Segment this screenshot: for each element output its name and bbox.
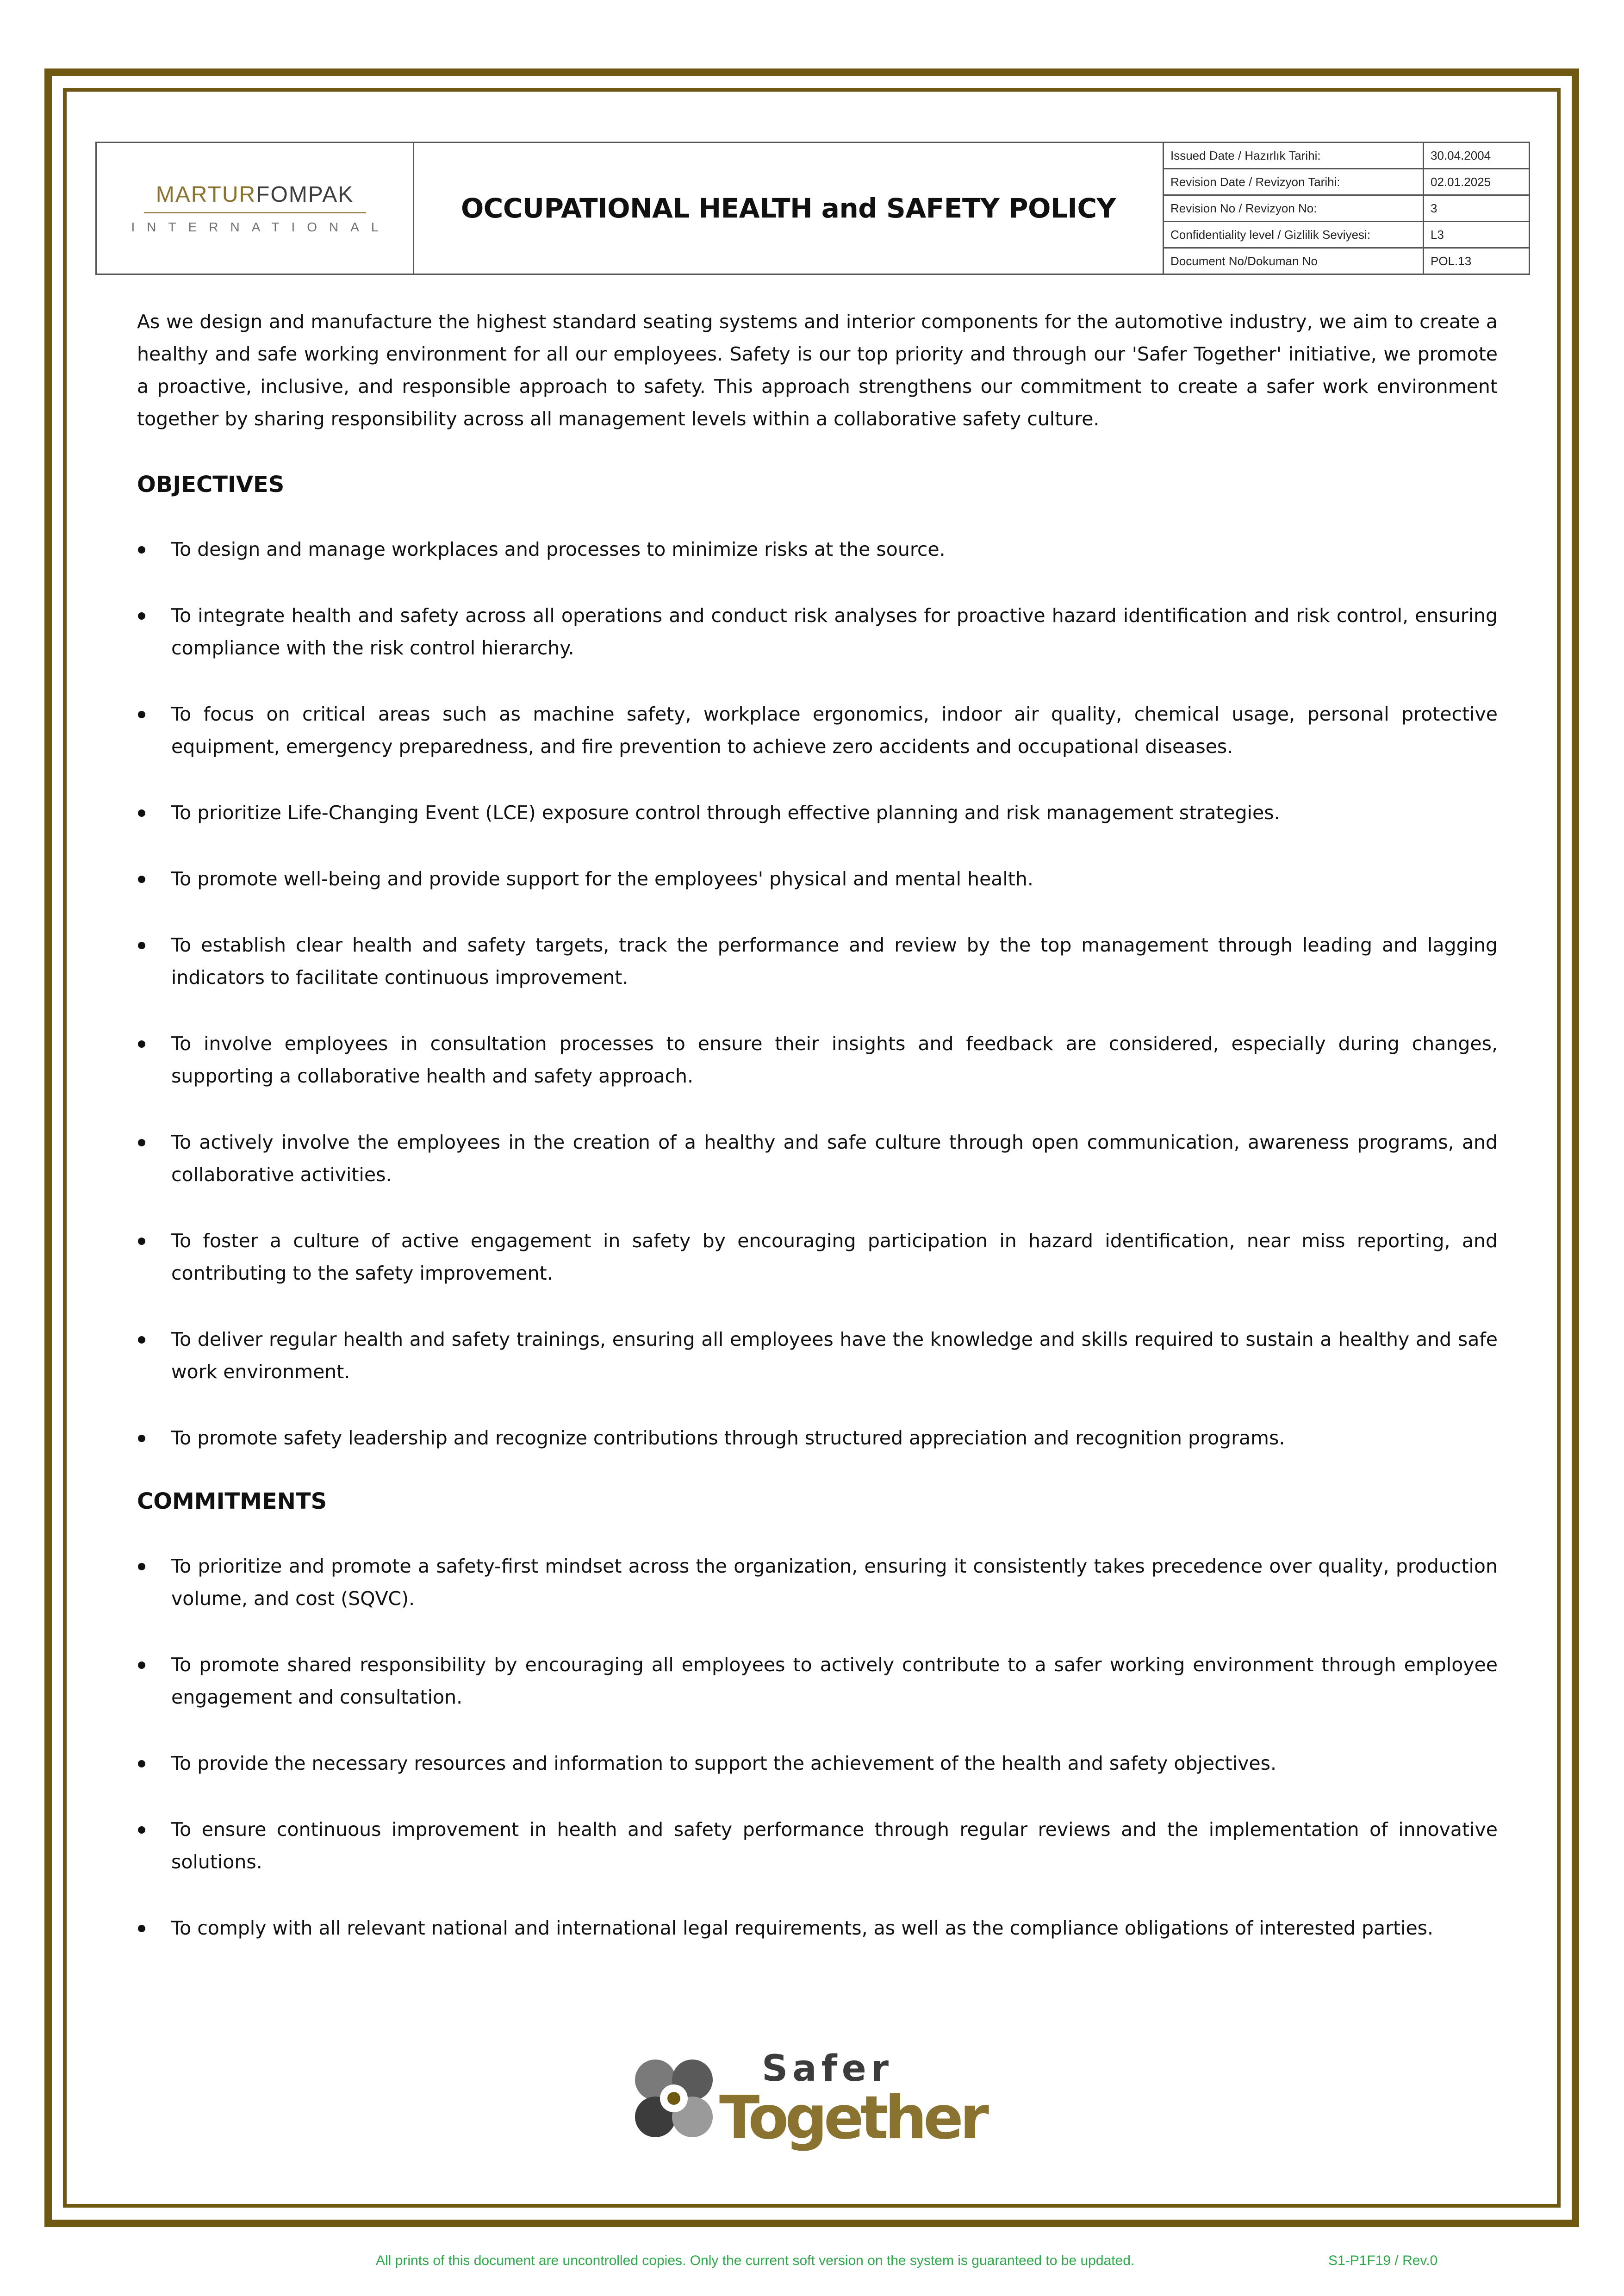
- meta-row-confidentiality: [1164, 222, 1529, 249]
- meta-value: 02.01.2025: [1431, 174, 1491, 189]
- commitments-list: [137, 1550, 1498, 1944]
- company-logo: [97, 143, 414, 274]
- commitments-heading: COMMITMENTS: [137, 1488, 327, 1514]
- objective-item: [137, 1126, 1498, 1191]
- logo-part-fompak: FOMPAK: [256, 182, 354, 207]
- commitment-text: To ensure continuous improvement in health and safety performance through regular reviews and the implementation of innovative solutions.: [171, 1818, 1498, 1873]
- objective-text: To deliver regular health and safety trainings, ensuring all employees have the knowledge and skills required to sustain a healthy and safe work environment.: [171, 1328, 1498, 1383]
- meta-label: Issued Date / Hazırlık Tarihi:: [1164, 143, 1424, 168]
- title-cell: [414, 143, 1164, 274]
- safer-logo-word-together: Together: [719, 2084, 985, 2153]
- meta-value: POL.13: [1431, 254, 1472, 268]
- objective-item: [137, 929, 1498, 994]
- document-header-table: [95, 142, 1530, 275]
- objective-text: To actively involve the employees in the creation of a healthy and safe culture through open communication, awareness programs, and collaborative activities.: [171, 1131, 1498, 1186]
- objective-text: To design and manage workplaces and processes to minimize risks at the source.: [171, 538, 946, 560]
- meta-value: 30.04.2004: [1431, 148, 1491, 162]
- objective-item: [137, 1225, 1498, 1289]
- objective-item: [137, 533, 1498, 566]
- commitment-item: [137, 1550, 1498, 1615]
- document-meta-table: [1164, 143, 1529, 274]
- commitment-text: To provide the necessary resources and information to support the achievement of the health and safety objectives.: [171, 1752, 1277, 1774]
- bullet-icon: [138, 1435, 145, 1442]
- bullet-icon: [138, 1238, 145, 1245]
- commitment-text: To promote shared responsibility by encouraging all employees to actively contribute to a safer working environment through employee engagement and consultation.: [171, 1654, 1498, 1708]
- objective-item: [137, 863, 1498, 895]
- bullet-icon: [138, 1040, 145, 1048]
- bullet-icon: [138, 1139, 145, 1146]
- objective-item: [137, 698, 1498, 763]
- meta-label: Document No/Dokuman No: [1164, 249, 1424, 274]
- meta-value: L3: [1431, 227, 1444, 242]
- bullet-icon: [138, 711, 145, 718]
- bullet-icon: [138, 612, 145, 620]
- objective-item: [137, 1422, 1498, 1454]
- objective-item: [137, 1323, 1498, 1388]
- commitment-item: [137, 1813, 1498, 1878]
- intro-paragraph: As we design and manufacture the highest standard seating systems and interior components for the automotive industry, we aim to create a healthy and safe working environment for all our employees. Safety is our top priority and through our 'Safer Together' initiative, we promote a proactive, inclusive, and responsible approach to safety. This approach strengthens our commitment to create a safer work environment together by sharing responsibility across all management levels within a collaborative safety culture.: [137, 311, 1498, 430]
- bullet-icon: [138, 1563, 145, 1570]
- objective-text: To focus on critical areas such as machine safety, workplace ergonomics, indoor air quality, chemical usage, personal protective equipment, emergency preparedness, and fire prevention to achieve zero accidents and occupational diseases.: [171, 703, 1498, 758]
- commitment-item: [137, 1747, 1498, 1780]
- objectives-list: [137, 533, 1498, 1454]
- meta-row-document-no: [1164, 249, 1529, 274]
- bullet-icon: [138, 942, 145, 949]
- objective-text: To promote well-being and provide support for the employees' physical and mental health.: [171, 868, 1033, 890]
- meta-label: Revision Date / Revizyon Tarihi:: [1164, 169, 1424, 194]
- meta-row-issued-date: [1164, 143, 1529, 169]
- objective-item: [137, 599, 1498, 664]
- bullet-icon: [138, 1925, 145, 1932]
- page-footer: [0, 2253, 1624, 2271]
- objective-text: To prioritize Life-Changing Event (LCE) exposure control through effective planning and risk management strategies.: [171, 802, 1280, 824]
- meta-row-revision-date: [1164, 169, 1529, 196]
- meta-row-revision-no: [1164, 196, 1529, 222]
- objective-item: [137, 1027, 1498, 1092]
- footer-form-code: S1-P1F19 / Rev.0: [1328, 2253, 1438, 2268]
- company-logo-wordmark: [156, 182, 354, 207]
- safer-together-emblem-icon: [635, 2060, 713, 2137]
- objectives-heading: OBJECTIVES: [137, 472, 285, 498]
- objective-text: To integrate health and safety across all operations and conduct risk analyses for proactive hazard identification and risk control, ensuring compliance with the risk control hierarchy.: [171, 604, 1498, 659]
- objective-text: To involve employees in consultation processes to ensure their insights and feedback are considered, especially during changes, supporting a collaborative health and safety approach.: [171, 1033, 1498, 1087]
- objective-text: To foster a culture of active engagement in safety by encouraging participation in hazard identification, near miss reporting, and contributing to the safety improvement.: [171, 1230, 1498, 1284]
- safer-together-logo: [628, 2047, 1007, 2159]
- bullet-icon: [138, 546, 145, 554]
- commitment-text: To prioritize and promote a safety-first mindset across the organization, ensuring it consistently takes precedence over quality, production volume, and cost (SQVC).: [171, 1555, 1498, 1610]
- bullet-icon: [138, 1826, 145, 1834]
- commitment-item: [137, 1912, 1498, 1944]
- policy-body: [137, 305, 1498, 1978]
- logo-part-martur: MARTUR: [156, 182, 256, 207]
- bullet-icon: [138, 1661, 145, 1669]
- objective-item: [137, 796, 1498, 829]
- document-title: OCCUPATIONAL HEALTH and SAFETY POLICY: [460, 193, 1116, 224]
- bullet-icon: [138, 876, 145, 883]
- commitment-item: [137, 1649, 1498, 1713]
- logo-subtitle: INTERNATIONAL: [131, 220, 391, 234]
- bullet-icon: [138, 1760, 145, 1767]
- bullet-icon: [138, 1336, 145, 1344]
- logo-divider: [144, 212, 366, 213]
- meta-value: 3: [1431, 201, 1437, 215]
- objective-text: To promote safety leadership and recognize contributions through structured appreciation and recognition programs.: [171, 1427, 1285, 1449]
- objective-text: To establish clear health and safety targets, track the performance and review by the top management through leading and lagging indicators to facilitate continuous improvement.: [171, 934, 1498, 989]
- bullet-icon: [138, 809, 145, 817]
- safer-logo-word-safer: Safer: [762, 2048, 894, 2090]
- footer-disclaimer: All prints of this document are uncontrolled copies. Only the current soft version on the system is guaranteed to be updated.: [376, 2253, 1135, 2268]
- commitment-text: To comply with all relevant national and international legal requirements, as well as the compliance obligations of interested parties.: [171, 1917, 1434, 1939]
- meta-label: Confidentiality level / Gizlilik Seviyesi:: [1164, 222, 1424, 247]
- meta-label: Revision No / Revizyon No:: [1164, 196, 1424, 221]
